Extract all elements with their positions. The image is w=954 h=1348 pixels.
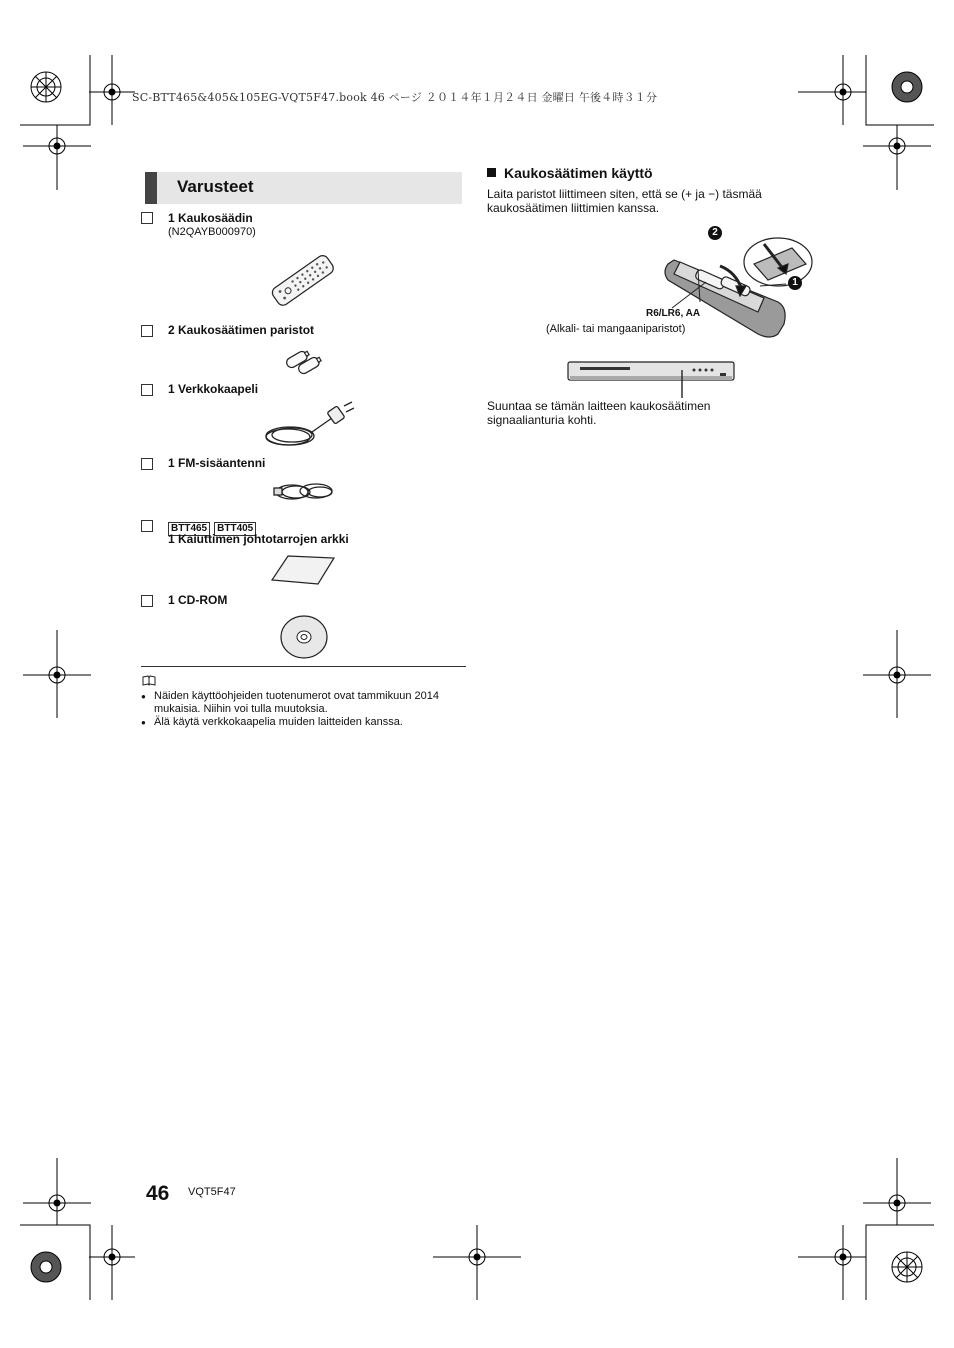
section-accent [145,172,157,204]
document-code: VQT5F47 [188,1186,236,1198]
item-checkbox-batteries[interactable] [141,325,153,337]
remote-use-intro: Laita paristot liittimeen siten, että se (+ ja −) täsmää kaukosäätimen liittimien kanssa. [487,187,762,215]
crosshair-icon [798,1225,866,1300]
note-divider [141,666,466,667]
step-2-badge: 2 [708,226,722,240]
crosshair-icon [863,1158,931,1225]
remote-control-icon [262,245,342,317]
item-model-number: (N2QAYB000970) [168,226,256,238]
color-target-icon [31,72,61,102]
color-target-icon [31,1252,61,1282]
item-label-sticker-sheet: 1 Kaiuttimen johtotarrojen arkki [168,532,349,546]
model-badge: BTT465 [168,522,210,536]
section-title: Varusteet [177,177,254,196]
crosshair-icon [89,1225,135,1300]
sensor-caption: Suuntaa se tämän laitteen kaukosäätimen signaalianturia kohti. [487,399,711,427]
note-item: ● Näiden käyttöohjeiden tuotenumerot ovat tammikuun 2014 mukaisia. Niihin voi tulla muutoksia. [141,690,469,716]
crosshair-icon [433,1225,521,1300]
crosshair-icon [798,55,866,125]
sticker-sheet-icon [270,554,336,586]
note-item: ● Älä käytä verkkokaapelia muiden laitteiden kanssa. [141,716,469,729]
remote-use-heading-text: Kaukosäätimen käyttö [504,165,653,181]
item-label-power-cable: 1 Verkkokaapeli [168,382,259,396]
item-checkbox-cd-rom[interactable] [141,595,153,607]
step-1-badge: 1 [788,276,802,290]
item-label-batteries: 2 Kaukosäätimen paristot [168,323,315,337]
item-label-remote: 1 Kaukosäädin [168,211,253,225]
crosshair-icon [89,55,135,125]
cd-rom-icon [278,614,330,660]
item-checkbox-remote[interactable] [141,212,153,224]
crosshair-icon [23,630,91,718]
battery-label-leader [668,280,708,310]
book-note-icon [142,675,156,686]
model-badge: BTT405 [214,522,256,536]
item-label-fm-antenna: 1 FM-sisäantenni [168,456,266,470]
battery-note: (Alkali- tai mangaaniparistot) [546,323,686,335]
color-target-icon [892,1252,922,1282]
crosshair-icon [23,125,91,190]
item-checkbox-fm-antenna[interactable] [141,458,153,470]
battery-type-label: R6/LR6, AA [646,308,701,319]
crosshair-icon [23,1158,91,1225]
color-target-icon [892,72,922,102]
section-title-bar [145,172,462,204]
batteries-icon [282,346,326,378]
note-list [141,690,469,729]
square-bullet-icon [487,168,496,177]
power-cable-icon [260,400,356,452]
page-number: 46 [146,1182,170,1205]
print-header-line: SC-BTT465&405&105EG-VQT5F47.book 46 ページ ２０１４年１月２４日 金曜日 午後４時３１分 [132,91,658,104]
item-checkbox-sticker-sheet[interactable] [141,520,153,532]
player-front-illustration [566,358,736,400]
item-checkbox-power-cable[interactable] [141,384,153,396]
crosshair-icon [863,630,931,718]
crosshair-icon [863,125,931,190]
fm-antenna-icon [270,476,340,508]
remote-use-heading [487,165,653,181]
item-label-cd-rom: 1 CD-ROM [168,593,228,607]
